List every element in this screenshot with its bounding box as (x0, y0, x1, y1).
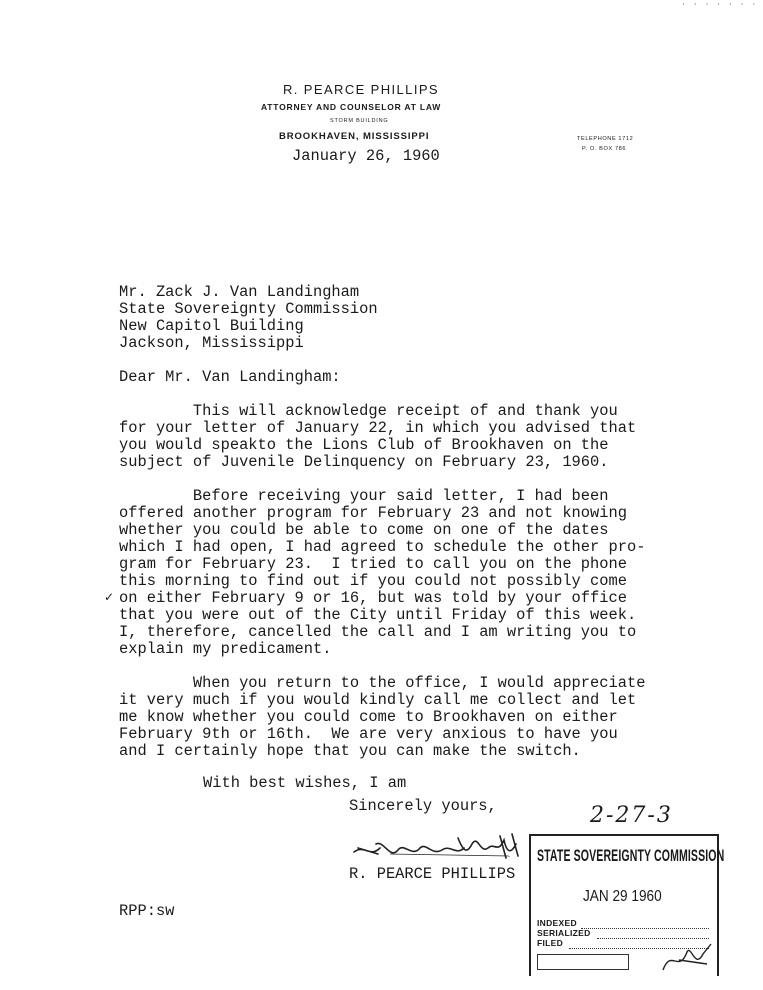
stamp-title: STATE SOVEREIGNTY COMMISSION (537, 846, 725, 865)
commission-stamp (529, 834, 725, 976)
handwritten-signature (350, 830, 530, 866)
letterhead-title: ATTORNEY AND COUNSELOR AT LAW (261, 102, 442, 112)
paragraph-line: explain my predicament. (119, 640, 332, 658)
stamp-divider (581, 928, 709, 929)
letterhead-po-box: P. O. BOX 786 (582, 146, 627, 152)
letterhead-telephone: TELEPHONE 1712 (577, 136, 634, 142)
paragraph-line: this morning to find out if you could not possibly come (119, 572, 627, 590)
paragraph (119, 675, 679, 760)
paragraph (119, 403, 679, 471)
closing-line: With best wishes, I am (203, 774, 407, 792)
paragraph-line: on either February 9 or 16, but was told by your office (119, 589, 627, 607)
paragraph-line: and I certainly hope that you can make the switch. (119, 742, 581, 760)
paragraph (119, 488, 679, 658)
paragraph-line: whether you could be able to come on one of the dates (119, 521, 609, 539)
typist-initials: RPP:sw (119, 902, 175, 920)
stamp-row-indexed: INDEXED (537, 918, 577, 928)
recipient-address (119, 284, 679, 352)
letterhead-building: STORM BUILDING (330, 118, 389, 124)
recipient-line: Mr. Zack J. Van Landingham (119, 283, 360, 301)
top-edge-marks: · · · · · · · (682, 0, 759, 10)
letterhead-city: BROOKHAVEN, MISSISSIPPI (279, 131, 430, 142)
paragraph-line: When you return to the office, I would appreciate (119, 674, 646, 692)
stamp-divider (597, 938, 709, 939)
recipient-line: State Sovereignty Commission (119, 300, 378, 318)
letterhead-name: R. PEARCE PHILLIPS (283, 82, 439, 97)
paragraph-line: This will acknowledge receipt of and thank you (119, 402, 618, 420)
sign-off: Sincerely yours, (349, 797, 497, 815)
letter-date: January 26, 1960 (292, 147, 440, 165)
paragraph-line: offered another program for February 23 and not knowing (119, 504, 627, 522)
recipient-line: New Capitol Building (119, 317, 304, 335)
paragraph-line: you would speakto the Lions Club of Brookhaven on the (119, 436, 609, 454)
stamp-handwritten-number: 2-27-3 (590, 803, 673, 828)
signer-name: R. PEARCE PHILLIPS (349, 865, 516, 883)
stamp-box (537, 954, 629, 970)
salutation: Dear Mr. Van Landingham: (119, 368, 341, 386)
paragraph-line: Before receiving your said letter, I had been (119, 487, 609, 505)
stamp-row-filed: FILED (537, 938, 564, 948)
paragraph-line: gram for February 23. I tried to call you on the phone (119, 555, 627, 573)
paragraph-line: which I had open, I had agreed to schedule the other pro- (119, 538, 646, 556)
margin-check-mark: ✓ (104, 590, 115, 604)
paragraph-line: me know whether you could come to Brookhaven on either (119, 708, 618, 726)
paragraph-line: subject of Juvenile Delinquency on February 23, 1960. (119, 453, 609, 471)
paragraph-line: February 9th or 16th. We are very anxious to have you (119, 725, 618, 743)
paragraph-line: it very much if you would kindly call me collect and let (119, 691, 637, 709)
stamp-row-serialized: SERIALIZED (537, 928, 591, 938)
paragraph-line: that you were out of the City until Friday of this week. (119, 606, 637, 624)
paragraph-line: I, therefore, cancelled the call and I am writing you to (119, 623, 637, 641)
stamp-initials-scribble (659, 940, 719, 976)
recipient-line: Jackson, Mississippi (119, 334, 304, 352)
stamp-date: JAN 29 1960 (583, 888, 662, 905)
paragraph-line: for your letter of January 22, in which you advised that (119, 419, 637, 437)
letter-body (119, 284, 679, 760)
